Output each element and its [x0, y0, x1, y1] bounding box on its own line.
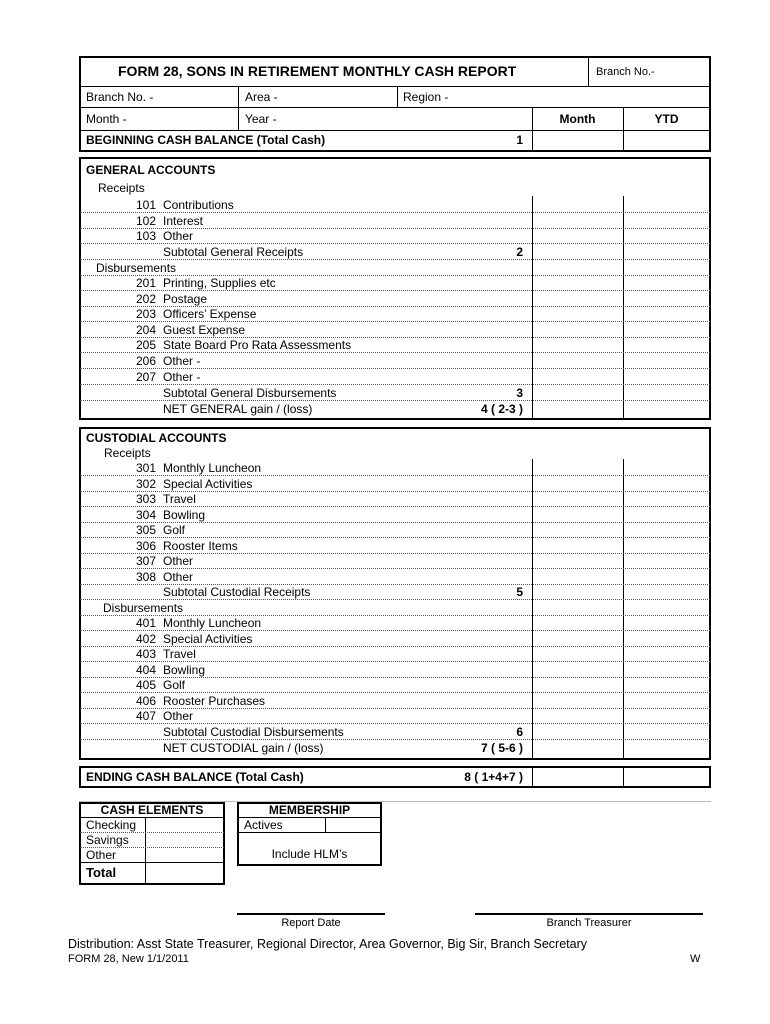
general-net: NET GENERAL gain / (loss) — [163, 402, 313, 416]
custodial-subtotal-receipts: Subtotal Custodial Receipts — [163, 585, 311, 599]
account-code: 207 — [135, 370, 156, 384]
branch-no-box[interactable]: Branch No.- — [596, 66, 655, 78]
ending-balance-line: 8 ( 1+4+7 ) — [464, 770, 523, 784]
general-accounts-title: GENERAL ACCOUNTS — [86, 163, 216, 177]
account-code: 206 — [135, 354, 156, 368]
column-header-ytd: YTD — [654, 112, 679, 126]
account-code: 301 — [135, 461, 156, 475]
report-date-line[interactable] — [237, 913, 385, 915]
beginning-balance-label: BEGINNING CASH BALANCE (Total Cash) — [86, 133, 326, 147]
account-label: Other - — [163, 354, 201, 368]
custodial-disbursements-heading: Disbursements — [103, 601, 184, 615]
membership-actives: Actives — [244, 818, 283, 832]
account-label: Bowling — [163, 508, 206, 522]
account-label: Officers’ Expense — [163, 307, 257, 321]
footer-mark: W — [690, 953, 701, 965]
beginning-balance-line: 1 — [516, 133, 523, 147]
cash-row-checking: Checking — [86, 818, 137, 832]
account-code: 302 — [135, 477, 156, 491]
account-label: Other — [163, 554, 194, 568]
account-label: State Board Pro Rata Assessments — [163, 338, 352, 352]
account-code: 305 — [135, 523, 156, 537]
general-receipts-heading: Receipts — [98, 181, 145, 195]
account-label: Interest — [163, 214, 204, 228]
custodial-subtotal-receipts-line: 5 — [516, 585, 523, 599]
account-code: 103 — [135, 229, 156, 243]
account-code: 202 — [135, 292, 156, 306]
account-label: Other — [163, 709, 194, 723]
ending-balance-label: ENDING CASH BALANCE (Total Cash) — [86, 770, 304, 784]
account-label: Other — [163, 570, 194, 584]
cash-row-savings: Savings — [86, 833, 129, 847]
year-field[interactable]: Year - — [245, 112, 277, 126]
branch-treasurer-label: Branch Treasurer — [546, 917, 632, 929]
account-code: 203 — [135, 307, 156, 321]
account-code: 401 — [135, 616, 156, 630]
account-code: 306 — [135, 539, 156, 553]
account-code: 304 — [135, 508, 156, 522]
custodial-net: NET CUSTODIAL gain / (loss) — [163, 741, 324, 755]
general-disbursements-heading: Disbursements — [96, 261, 177, 275]
account-code: 307 — [135, 554, 156, 568]
region-field[interactable]: Region - — [403, 90, 449, 104]
account-label: Travel — [163, 647, 196, 661]
branch-treasurer-line[interactable] — [475, 913, 703, 915]
branch-no-field[interactable]: Branch No. - — [86, 90, 154, 104]
form-title: FORM 28, SONS IN RETIREMENT MONTHLY CASH REPORT — [118, 63, 517, 79]
account-code: 201 — [135, 276, 156, 290]
account-label: Monthly Luncheon — [163, 461, 262, 475]
distribution-text: Distribution: Asst State Treasurer, Regional Director, Area Governor, Big Sir, Branch Secretary — [68, 937, 587, 951]
account-code: 403 — [135, 647, 156, 661]
membership-title: MEMBERSHIP — [268, 803, 351, 817]
account-code: 402 — [135, 632, 156, 646]
account-label: Other — [163, 229, 194, 243]
account-label: Contributions — [163, 198, 234, 212]
account-code: 204 — [135, 323, 156, 337]
account-label: Postage — [163, 292, 208, 306]
account-code: 404 — [135, 663, 156, 677]
custodial-accounts-title: CUSTODIAL ACCOUNTS — [86, 431, 227, 445]
account-code: 407 — [135, 709, 156, 723]
account-code: 308 — [135, 570, 156, 584]
account-label: Monthly Luncheon — [163, 616, 262, 630]
cash-total-label: Total — [86, 865, 117, 880]
account-code: 101 — [135, 198, 156, 212]
custodial-subtotal-disbursements-line: 6 — [516, 725, 523, 739]
general-subtotal-receipts-line: 2 — [516, 245, 523, 259]
account-label: Golf — [163, 523, 186, 537]
account-label: Golf — [163, 678, 186, 692]
account-label: Special Activities — [163, 477, 253, 491]
account-code: 102 — [135, 214, 156, 228]
account-code: 303 — [135, 492, 156, 506]
month-field[interactable]: Month - — [86, 112, 127, 126]
account-label: Other - — [163, 370, 201, 384]
account-code: 205 — [135, 338, 156, 352]
report-date-label: Report Date — [281, 917, 341, 929]
cash-row-other: Other — [86, 848, 117, 862]
cash-elements-title: CASH ELEMENTS — [100, 803, 204, 817]
account-label: Printing, Supplies etc — [163, 276, 276, 290]
general-subtotal-disbursements: Subtotal General Disbursements — [163, 386, 337, 400]
account-label: Rooster Purchases — [163, 694, 266, 708]
column-header-month: Month — [559, 112, 596, 126]
form-number: FORM 28, New 1/1/2011 — [68, 953, 189, 965]
account-code: 406 — [135, 694, 156, 708]
custodial-subtotal-disbursements: Subtotal Custodial Disbursements — [163, 725, 344, 739]
account-label: Rooster Items — [163, 539, 238, 553]
account-label: Travel — [163, 492, 196, 506]
general-net-line: 4 ( 2-3 ) — [480, 402, 523, 416]
account-label: Bowling — [163, 663, 206, 677]
area-field[interactable]: Area - — [245, 90, 278, 104]
general-subtotal-receipts: Subtotal General Receipts — [163, 245, 304, 259]
general-subtotal-disbursements-line: 3 — [516, 386, 523, 400]
title-divider — [588, 56, 589, 86]
membership-include-hlm: Include HLM’s — [271, 847, 348, 861]
account-label: Special Activities — [163, 632, 253, 646]
custodial-receipts-heading: Receipts — [104, 446, 151, 460]
custodial-net-line: 7 ( 5-6 ) — [480, 741, 523, 755]
account-label: Guest Expense — [163, 323, 246, 337]
account-code: 405 — [135, 678, 156, 692]
